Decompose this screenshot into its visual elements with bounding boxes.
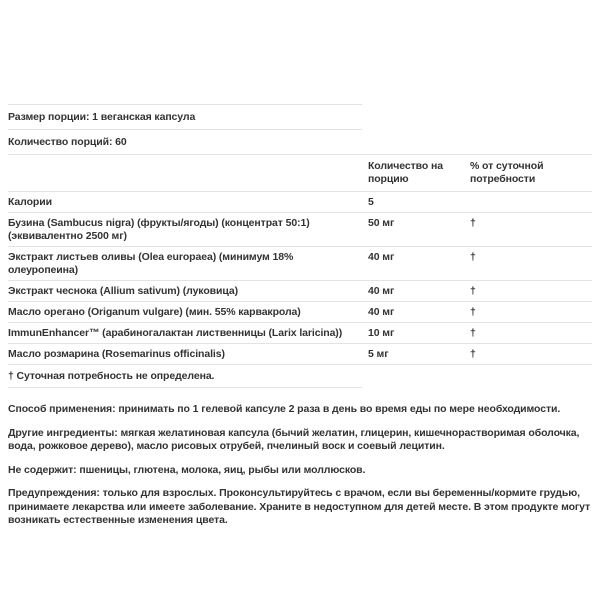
- other-ingredients-text: мягкая желатиновая капсула (бычий желатин, глицерин, кишечнорастворимая оболочка, вода, рожковое дерево), масло рисовых отрубей, пчелиный воск и соевый лецитин.: [8, 426, 580, 452]
- daily-value: [470, 192, 592, 199]
- contains-no-label: Не содержит:: [8, 463, 77, 476]
- supplement-facts-table: [8, 154, 592, 388]
- directions-label: Способ применения:: [8, 403, 116, 415]
- serving-size-row: [8, 104, 362, 129]
- ingredient-label: Калории: [8, 196, 52, 208]
- directions-text: принимать по 1 гелевой капсуле 2 раза в день во время еды по мере необходимости.: [118, 403, 561, 415]
- contains-no-text: пшеницы, глютена, молока, яиц, рыбы или моллюсков.: [79, 463, 366, 476]
- serving-size-text: Размер порции: 1 веганская капсула: [8, 111, 196, 123]
- amount-value: 5: [368, 196, 374, 208]
- ingredient-label: Масло орегано (Origanum vulgare) (мин. 55% карвакрола): [8, 306, 301, 318]
- ingredient-label: Масло розмарина (Rosemarinus officinalis): [8, 348, 225, 360]
- amount-value: 40 мг: [368, 285, 395, 297]
- daily-value: †: [470, 348, 476, 360]
- ingredient-label: Экстракт листьев оливы (Olea europaea) (минимум 18% олеуропеина): [8, 251, 294, 276]
- table-row: [8, 343, 592, 364]
- column-header-amount: Количество на порцию: [368, 160, 443, 185]
- footnote-text: † Суточная потребность не определена.: [8, 370, 215, 382]
- table-row: [8, 191, 592, 212]
- amount-value: 50 мг: [368, 217, 395, 229]
- daily-value: †: [470, 251, 476, 263]
- daily-value-footnote: [8, 364, 592, 387]
- warnings-label: Предупреждения:: [8, 487, 100, 499]
- warnings-text: только для взрослых. Проконсультируйтесь с врачом, если вы беременны/кормите грудью, принимаете лекарства или имеете заболевание. Храните в недоступном для детей месте. В этом продукте могут возникать естественные изменения цвета.: [8, 487, 591, 526]
- warnings-paragraph: [8, 487, 594, 528]
- other-ingredients-paragraph: [8, 427, 594, 454]
- table-row: [8, 322, 592, 343]
- servings-per-container-text: Количество порций: 60: [8, 136, 127, 148]
- amount-value: 10 мг: [368, 327, 395, 339]
- table-row: [8, 212, 592, 246]
- table-bottom-rule: [8, 387, 362, 388]
- product-info-paragraphs: [8, 403, 594, 528]
- table-row: [8, 246, 592, 280]
- table-header-row: [8, 154, 592, 191]
- table-row: [8, 280, 592, 301]
- ingredient-label: Экстракт чеснока (Allium sativum) (луковица): [8, 285, 238, 297]
- ingredient-label: ImmunEnhancer™ (арабиногалактан лиственницы (Larix laricina)): [8, 327, 343, 339]
- daily-value: †: [470, 217, 476, 229]
- contains-no-paragraph: [8, 464, 594, 478]
- header-spacer-cell: [8, 155, 368, 165]
- amount-value: 40 мг: [368, 306, 395, 318]
- amount-value: 40 мг: [368, 251, 395, 263]
- daily-value: †: [470, 306, 476, 318]
- daily-value: †: [470, 285, 476, 297]
- ingredient-label: Бузина (Sambucus nigra) (фрукты/ягоды) (концентрат 50:1) (эквивалентно 2500 мг): [8, 217, 310, 242]
- directions-paragraph: [8, 403, 594, 417]
- amount-value: 5 мг: [368, 348, 389, 360]
- other-ingredients-label: Другие ингредиенты:: [8, 426, 118, 439]
- column-header-daily-value: % от суточной потребности: [470, 160, 544, 185]
- daily-value: †: [470, 327, 476, 339]
- table-row: [8, 301, 592, 322]
- servings-per-container-row: [8, 129, 362, 154]
